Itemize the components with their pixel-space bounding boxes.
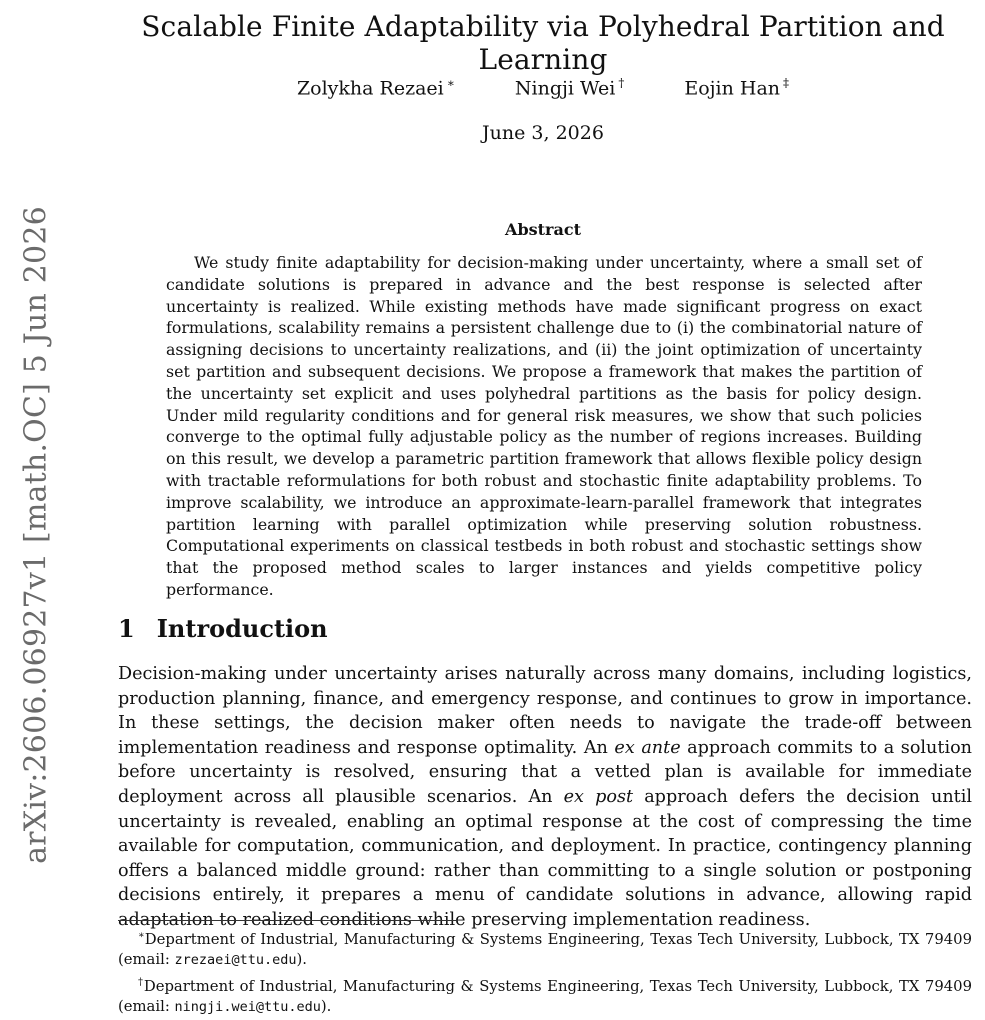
- footnote: [118, 973, 972, 1017]
- author-entry: [684, 76, 789, 99]
- footnote-email[interactable]: ningji.wei@ttu.edu: [174, 998, 321, 1015]
- footnote-email[interactable]: zrezaei@ttu.edu: [174, 951, 297, 968]
- footnote: [118, 926, 972, 970]
- author-entry: [297, 76, 455, 99]
- intro-text-part: approach commits to a solution before uncertainty is resolved, ensuring that a vetted plan is available for immediate deployment across all plausible scenarios. An: [118, 737, 972, 807]
- paper-date: June 3, 2026: [482, 122, 604, 144]
- author-name: Ningji Wei: [514, 77, 616, 100]
- author-footnote-mark: ‡: [783, 76, 790, 90]
- intro-emphasis-ex-post: ex post: [563, 786, 634, 807]
- introduction-paragraph: [118, 662, 972, 933]
- arxiv-identifier-stamp: arXiv:2606.06927v1 [math.OC] 5 Jun 2026: [18, 206, 54, 864]
- footnote-divider: [118, 920, 458, 921]
- footnote-end: ).: [320, 997, 332, 1015]
- author-name: Eojin Han: [684, 77, 781, 100]
- footnotes: [118, 926, 972, 1020]
- footnote-mark: ∗: [138, 930, 145, 941]
- intro-emphasis-ex-ante: ex ante: [614, 737, 681, 758]
- footnote-affiliation: Department of Industrial, Manufacturing & Systems Engineering, Texas Tech University, Lubbock, TX 79409 (email:: [118, 930, 972, 968]
- author-name: Zolykha Rezaei: [296, 77, 444, 100]
- author-entry: [515, 76, 624, 99]
- abstract-text: We study finite adaptability for decision-making under uncertainty, where a small set of candidate solutions is prepared in advance and the best response is selected after uncertainty is realized. While existing methods have made significant progress on exact formulations, scalability remains a persistent challenge due to (i) the combinatorial nature of assigning decisions to uncertainty realizations, and (ii) the joint optimization of uncertainty set partition and subsequent decisions. We propose a framework that makes the partition of the uncertainty set explicit and uses polyhedral partitions as the basis for policy design. Under mild regularity conditions and for general risk measures, we show that such policies converge to the optimal fully adjustable policy as the number of regions increases. Building on this result, we develop a parametric partition framework that allows flexible policy design with tractable reformulations for both robust and stochastic finite adaptability problems. To improve scalability, we introduce an approximate-learn-parallel framework that integrates partition learning with parallel optimization while preserving solution robustness. Computational experiments on classical testbeds in both robust and stochastic settings show that the proposed method scales to larger instances and yields competitive policy performance.: [166, 253, 922, 599]
- section-number: 1: [118, 614, 135, 643]
- section-heading: [118, 614, 328, 643]
- abstract-heading: Abstract: [505, 220, 581, 239]
- author-list: [118, 76, 968, 99]
- footnote-end: ).: [296, 950, 307, 968]
- section-title: Introduction: [156, 614, 328, 643]
- intro-text-part: Decision-making under uncertainty arises naturally across many domains, including logistics, production planning, finance, and emergency response, and continues to grow in importance. In these settings, the decision maker often needs to navigate the trade-off between implementation readiness and response optimality. An: [118, 664, 972, 758]
- paper-title: Scalable Finite Adaptability via Polyhedral Partition and Learning: [141, 10, 945, 76]
- author-footnote-mark: ∗: [446, 76, 455, 90]
- author-footnote-mark: †: [618, 76, 625, 90]
- footnote-mark: †: [138, 976, 144, 988]
- intro-text-part: approach defers the decision until uncertainty is revealed, enabling an optimal response at the cost of compressing the time available for computation, communication, and deployment. In practice, contingency planning offers a balanced middle ground: rather than committing to a single solution or postponing decisions entirely, it prepares a menu of candidate solutions in advance, allowing rapid adaptation to realized conditions while preserving implementation readiness.: [118, 786, 972, 930]
- footnote-affiliation: Department of Industrial, Manufacturing & Systems Engineering, Texas Tech University, Lubbock, TX 79409 (email:: [118, 977, 972, 1015]
